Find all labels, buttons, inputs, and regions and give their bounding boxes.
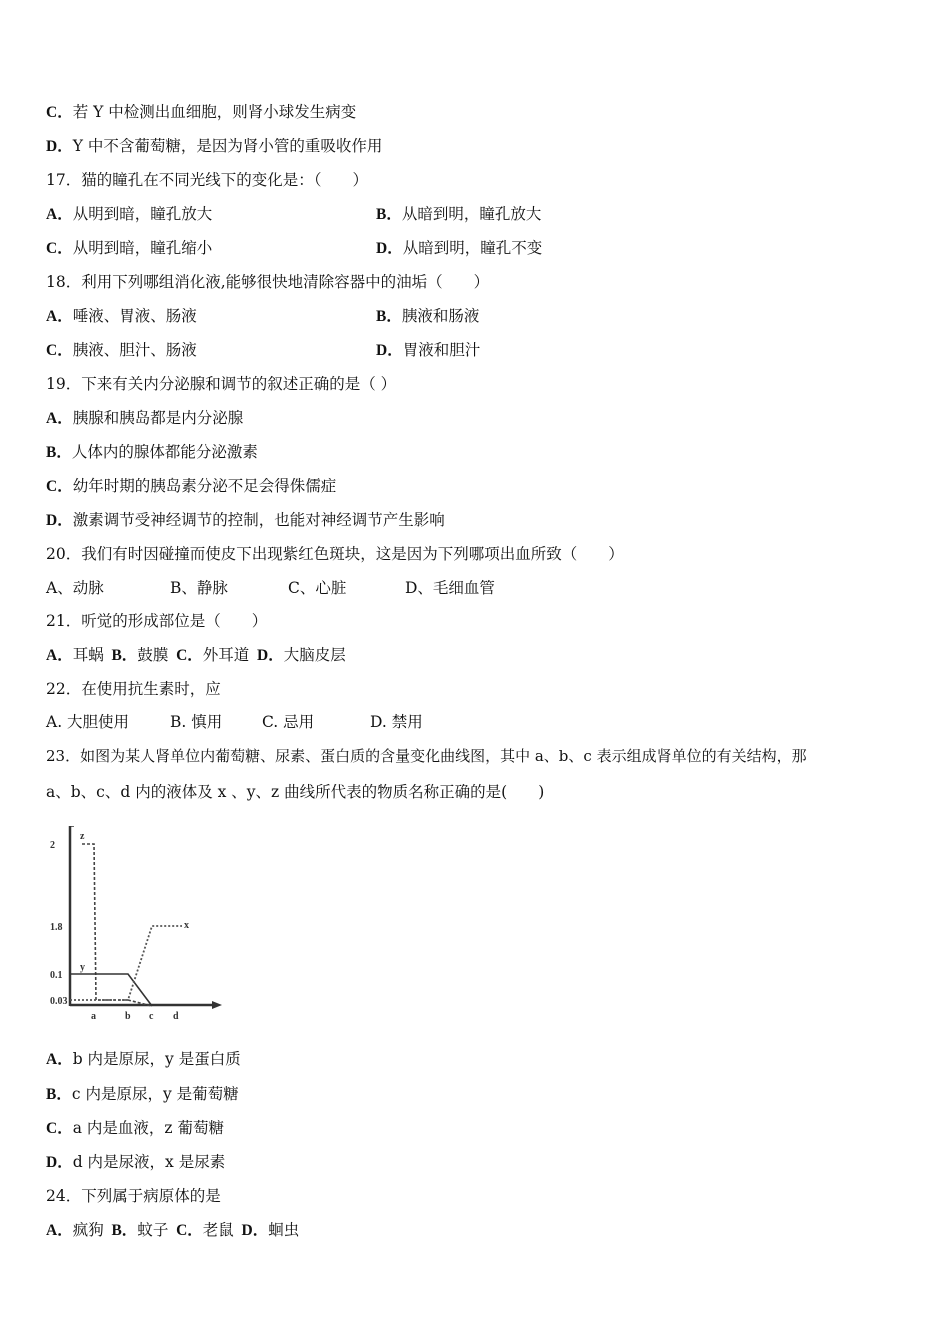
q17-option-b	[376, 203, 541, 226]
q20-option-a: A、动脉	[46, 579, 104, 597]
option-label: C．	[46, 478, 73, 495]
q17-option-c	[46, 239, 212, 257]
q21-option-d	[257, 646, 346, 664]
option-label: C．	[46, 240, 73, 257]
q18-option-a	[46, 307, 197, 325]
q16-option-d	[46, 135, 382, 158]
option-text: c 内是原尿，y 是葡萄糖	[71, 1085, 239, 1103]
option-label: A．	[46, 410, 73, 427]
q24-option-b	[111, 1221, 168, 1239]
option-label: D．	[241, 1222, 269, 1239]
x-tick-label: b	[125, 1011, 131, 1022]
q17-option-d	[376, 237, 542, 260]
x-axis-arrow	[212, 1001, 222, 1009]
q23-option-a	[46, 1048, 241, 1071]
q21-stem: 21．听觉的形成部位是（ ）	[46, 612, 268, 630]
option-text: 鼓膜	[137, 646, 169, 664]
y-tick-label: 0.03	[50, 996, 68, 1007]
q19-option-b	[46, 441, 258, 464]
chart-axes	[70, 826, 222, 1009]
option-text: 蛔虫	[268, 1221, 300, 1239]
q22-options	[46, 711, 423, 733]
option-label: D．	[376, 342, 403, 359]
q17-options-row1	[46, 203, 746, 226]
option-text: 若 Y 中检测出血细胞，则肾小球发生病变	[72, 103, 357, 121]
option-label: D．	[46, 512, 73, 529]
option-label: C．	[46, 1120, 73, 1137]
option-text: 幼年时期的胰岛素分泌不足会得侏儒症	[72, 477, 337, 495]
option-text: 从暗到明，瞳孔不变	[402, 239, 543, 257]
option-label: B．	[46, 1086, 72, 1103]
option-text: 胃液和胆汁	[402, 341, 481, 359]
q24-stem: 24．下列属于病原体的是	[46, 1187, 221, 1205]
option-label: B．	[111, 647, 138, 664]
q23-option-d	[46, 1151, 225, 1174]
option-label: B．	[46, 444, 72, 461]
x-tick-label: d	[173, 1011, 179, 1022]
q24-option-d	[242, 1221, 300, 1239]
option-label: C．	[46, 104, 73, 121]
option-text: 胰液、胆汁、肠液	[72, 341, 197, 359]
q23-stem-line1: 23．如图为某人肾单位内葡萄糖、尿素、蛋白质的含量变化曲线图，其中 a、b、c 表示组成肾单位的有关结构，那	[46, 747, 807, 765]
option-label: C．	[46, 342, 73, 359]
option-text: 耳蜗	[72, 646, 104, 664]
option-text: a 内是血液，z 葡萄糖	[72, 1119, 224, 1137]
option-text: d 内是尿液，x 是尿素	[72, 1153, 226, 1171]
y-tick-label: 0.1	[50, 970, 63, 981]
q24-options	[46, 1219, 299, 1242]
q19-option-d	[46, 509, 445, 532]
option-label: C．	[176, 1222, 203, 1239]
q18-option-c	[46, 341, 197, 359]
q16-option-c	[46, 101, 356, 124]
q18-options-row1	[46, 305, 746, 328]
option-label: D．	[46, 1154, 73, 1171]
option-text: 从明到暗，瞳孔放大	[72, 205, 213, 223]
q20-stem: 20．我们有时因碰撞而使皮下出现紫红色斑块，这是因为下列哪项出血所致（ ）	[46, 545, 624, 563]
series-y-line	[70, 974, 152, 1006]
option-label: D．	[46, 138, 73, 155]
q20-options	[46, 577, 495, 599]
q17-option-a	[46, 205, 212, 223]
option-label: A．	[46, 1051, 73, 1068]
q17-stem: 17．猫的瞳孔在不同光线下的变化是：（ ）	[46, 171, 368, 189]
option-text: 从暗到明，瞳孔放大	[401, 205, 542, 223]
q22-stem: 22．在使用抗生素时，应	[46, 680, 221, 698]
q21-options	[46, 644, 346, 667]
q18-option-d	[376, 339, 480, 362]
option-text: 唾液、胃液、肠液	[72, 307, 197, 325]
q17-options-row2	[46, 237, 746, 260]
y-tick-label: 1.8	[50, 922, 63, 933]
option-label: B．	[376, 308, 402, 325]
q22-option-b: B. 慎用	[170, 713, 223, 731]
option-label: A．	[46, 1222, 73, 1239]
q22-option-d: D. 禁用	[370, 713, 423, 731]
q24-option-a	[46, 1221, 104, 1239]
series-y-label: y	[80, 962, 85, 973]
q19-stem: 19．下来有关内分泌腺和调节的叙述正确的是（ ）	[46, 375, 397, 393]
q19-option-a	[46, 407, 243, 430]
option-text: Y 中不含葡萄糖，是因为肾小管的重吸收作用	[72, 137, 383, 155]
q23-option-b	[46, 1083, 239, 1106]
y-tick-label: 2	[50, 840, 55, 851]
q21-option-b	[111, 646, 168, 664]
x-tick-label: c	[149, 1011, 154, 1022]
x-tick-label: a	[91, 1011, 96, 1022]
q22-option-c: C. 忌用	[262, 713, 315, 731]
series-z-label: z	[80, 831, 85, 842]
option-text: 激素调节受神经调节的控制，也能对神经调节产生影响	[72, 511, 445, 529]
q20-option-c: C、心脏	[288, 579, 347, 597]
option-text: 从明到暗，瞳孔缩小	[72, 239, 213, 257]
option-text: b 内是原尿，y 是蛋白质	[72, 1050, 241, 1068]
option-label: D．	[376, 240, 403, 257]
q20-option-b: B、静脉	[170, 579, 228, 597]
series-z-line	[82, 844, 152, 1006]
option-text: 人体内的腺体都能分泌激素	[71, 443, 258, 461]
option-text: 大脑皮层	[283, 646, 346, 664]
option-label: A．	[46, 647, 73, 664]
option-label: A．	[46, 308, 73, 325]
option-label: B．	[111, 1222, 138, 1239]
option-text: 胰液和肠液	[401, 307, 480, 325]
option-text: 蚊子	[137, 1221, 169, 1239]
option-text: 胰腺和胰岛都是内分泌腺	[72, 409, 244, 427]
q22-option-a: A. 大胆使用	[46, 713, 130, 731]
q24-option-c	[176, 1221, 234, 1239]
kidney-curve-chart	[44, 826, 224, 1026]
chart-svg	[44, 826, 224, 1026]
q23-option-c	[46, 1117, 224, 1140]
option-text: 外耳道	[202, 646, 250, 664]
q21-option-c	[176, 646, 249, 664]
q20-option-d: D、毛细血管	[405, 579, 495, 597]
option-label: A．	[46, 206, 73, 223]
q18-stem: 18．利用下列哪组消化液,能够很快地清除容器中的油垢（ ）	[46, 273, 490, 291]
q23-stem-line2: a、b、c、d 内的液体及 x 、y、z 曲线所代表的物质名称正确的是( )	[46, 783, 545, 801]
series-x-label: x	[184, 920, 189, 931]
option-label: D．	[257, 647, 284, 664]
option-label: C．	[176, 647, 203, 664]
q19-option-c	[46, 475, 336, 498]
option-label: B．	[376, 206, 402, 223]
q21-option-a	[46, 646, 104, 664]
q18-options-row2	[46, 339, 746, 362]
q18-option-b	[376, 305, 479, 328]
series-x-line	[70, 926, 182, 1000]
option-text: 疯狗	[72, 1221, 104, 1239]
option-text: 老鼠	[202, 1221, 234, 1239]
